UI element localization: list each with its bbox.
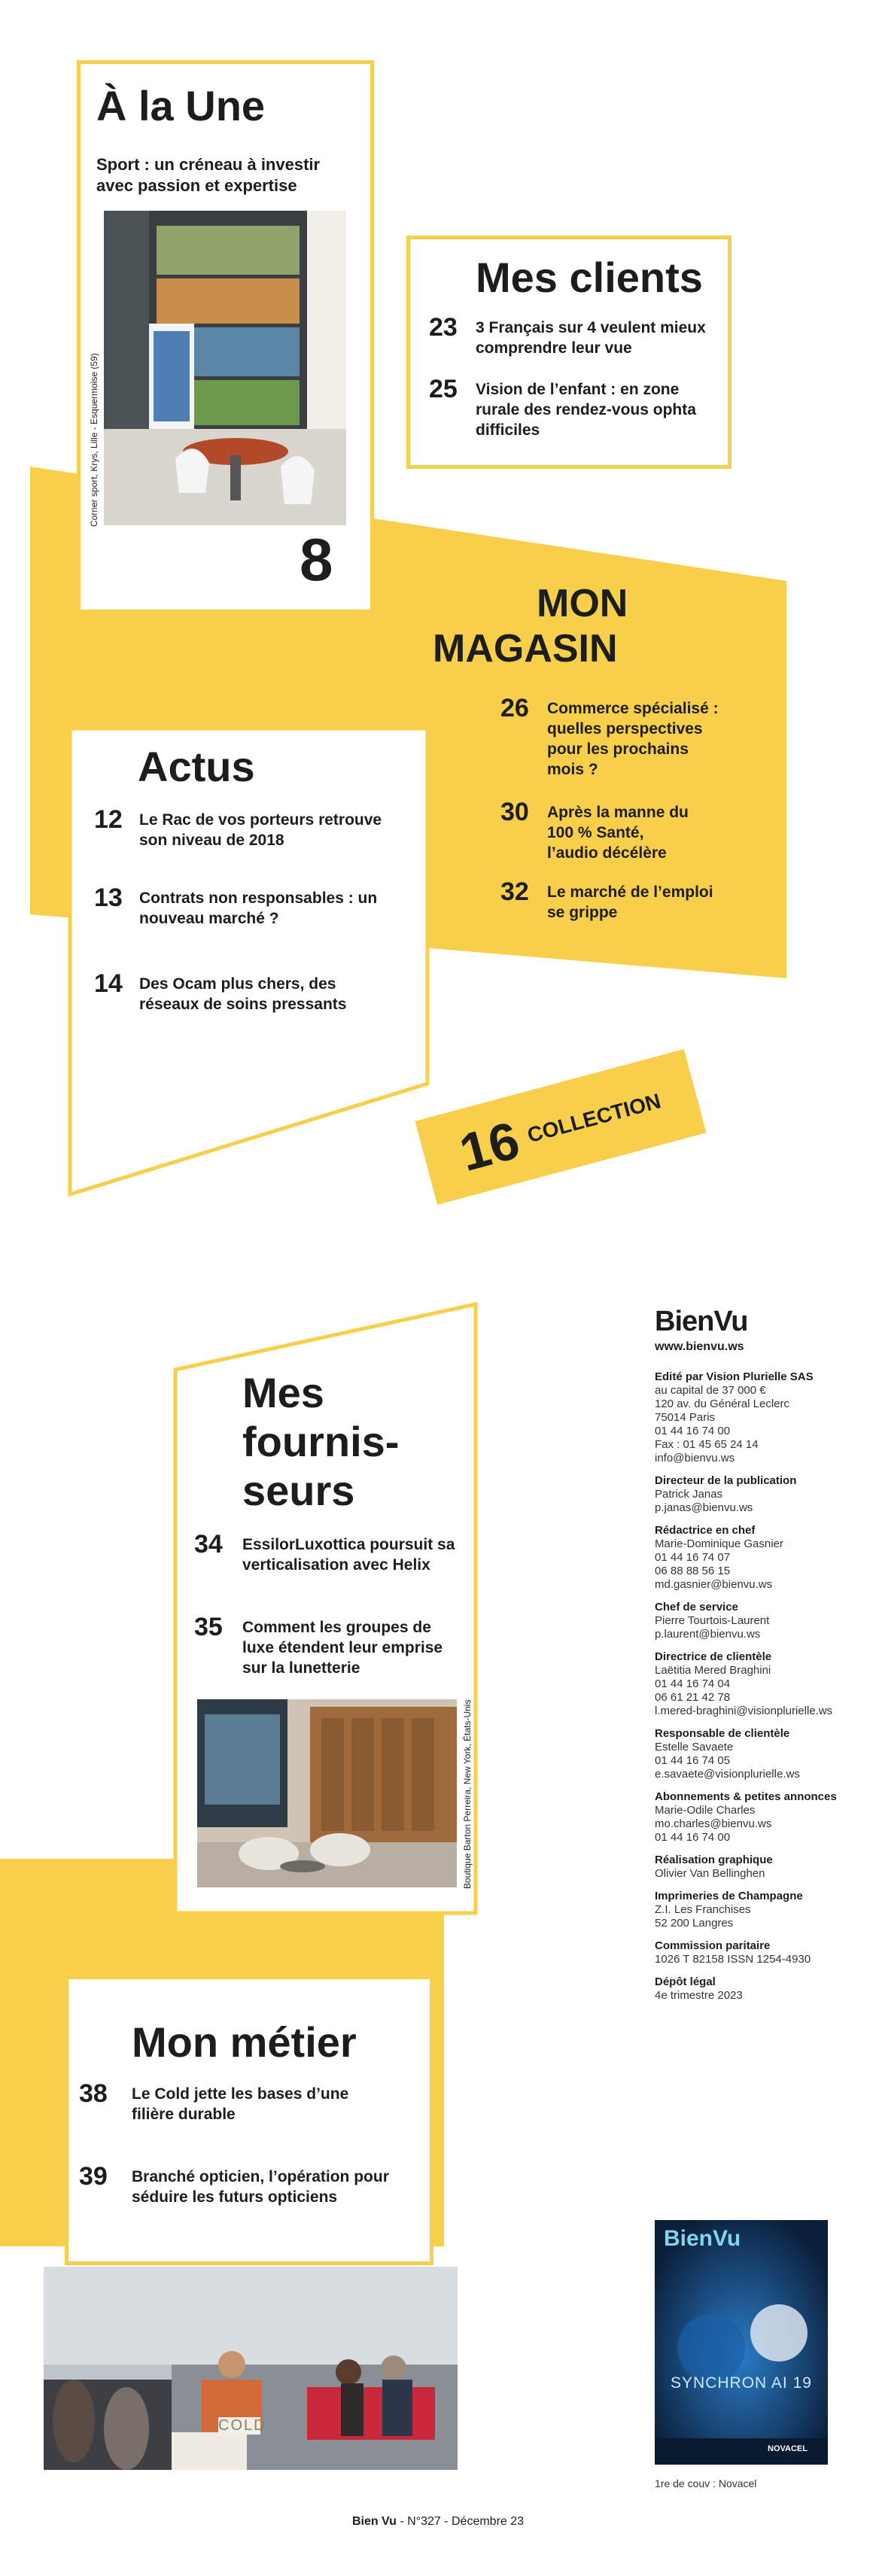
metier-title: Mon métier — [132, 2018, 357, 2066]
page-number: 30 — [500, 798, 529, 826]
masthead-heading: Dépôt légal — [655, 1975, 716, 1988]
masthead-heading: Responsable de clientèle — [655, 1727, 790, 1740]
masthead-line: Marie-Odile Charles — [655, 1804, 756, 1817]
masthead-line: 75014 Paris — [655, 1411, 716, 1424]
page-number: 35 — [194, 1613, 223, 1641]
masthead-heading: Abonnements & petites annonces — [655, 1790, 837, 1803]
mes-clients-title: Mes clients — [476, 254, 703, 301]
cover-logo: BienVu — [664, 2226, 741, 2251]
page-number: 13 — [94, 884, 123, 912]
masthead-line[interactable]: mo.charles@bienvu.ws — [655, 1817, 772, 1830]
article-title: Contrats non responsables : un nouveau marché ? — [139, 890, 378, 927]
fournisseurs-title-line1: Mes — [242, 1369, 324, 1416]
actus-item[interactable] — [94, 807, 403, 850]
page-number: 38 — [79, 2079, 108, 2108]
page-number: 14 — [94, 969, 123, 998]
boutique-photo-credit: Boutique Barton Perreira, New York, États-Unis — [462, 1699, 473, 1889]
masthead-heading: Rédactrice en chef — [655, 1524, 756, 1537]
masthead-line[interactable]: info@bienvu.ws — [655, 1452, 735, 1464]
masthead-line: 01 44 16 74 00 — [655, 1831, 731, 1844]
mon-magasin-title-line1: MON — [537, 582, 628, 625]
cover-brand: NOVACEL — [768, 2444, 808, 2453]
mon-magasin-title-line2: MAGASIN — [433, 627, 618, 671]
collection-label: COLLECTION — [525, 1088, 664, 1147]
website-link[interactable]: www.bienvu.ws — [655, 1340, 744, 1353]
masthead-line: 06 88 88 56 15 — [655, 1565, 731, 1577]
masthead-line[interactable]: e.savaete@visionplurielle.ws — [655, 1768, 800, 1781]
footer-issue: - N°327 - Décembre 23 — [396, 2515, 525, 2528]
masthead-block — [655, 1790, 858, 1845]
masthead-line: Olivier Van Bellinghen — [655, 1867, 765, 1880]
masthead-line: 01 44 16 74 04 — [655, 1677, 731, 1690]
page-number: 34 — [194, 1530, 223, 1559]
masthead-block — [655, 1890, 858, 1930]
article-title: Vision de l’enfant : en zone rurale des rendez-vous ophta difficiles — [476, 381, 696, 439]
cover-title: SYNCHRON AI 19 — [671, 2374, 812, 2392]
masthead-heading: Edité par Vision Plurielle SAS — [655, 1370, 814, 1383]
article-title: 3 Français sur 4 veulent mieux comprendre leur vue — [476, 319, 706, 357]
masthead-line: Patrick Janas — [655, 1488, 723, 1501]
masthead-line: 4e trimestre 2023 — [655, 1989, 743, 2002]
masthead-line: 01 44 16 74 07 — [655, 1551, 731, 1564]
masthead-line[interactable]: p.laurent@bienvu.ws — [655, 1628, 761, 1641]
a-la-une-title: À la Une — [96, 82, 266, 129]
metier-item[interactable] — [79, 2081, 425, 2124]
masthead-heading: Chef de service — [655, 1601, 738, 1613]
metier-item[interactable] — [79, 2164, 425, 2207]
a-la-une-page-number: 8 — [300, 526, 333, 593]
article-title: EssilorLuxottica poursuit sa verticalisation avec Helix — [242, 1536, 455, 1574]
masthead-block — [655, 1727, 858, 1781]
sport-photo-credit: Corner sport, Krys, Lille - Esquermoise (59) — [89, 353, 99, 527]
masthead-line: Marie-Dominique Gasnier — [655, 1537, 783, 1550]
page-number: 25 — [429, 375, 458, 403]
article-title: Le marché de l’emploi se grippe — [547, 884, 713, 921]
page-number: 26 — [500, 694, 529, 722]
sport-corner-photo — [104, 211, 346, 525]
page-number: 12 — [94, 805, 123, 834]
masthead-block — [655, 1474, 858, 1515]
article-title: Des Ocam plus chers, des réseaux de soins pressants — [139, 975, 347, 1013]
fournisseurs-item[interactable] — [194, 1614, 465, 1678]
article-title: Commerce spécialisé : quelles perspectives pour les prochains mois ? — [547, 700, 719, 778]
bienvu-logo: BienVu — [655, 1306, 748, 1337]
mon-magasin-item[interactable] — [500, 799, 756, 863]
actus-item[interactable] — [94, 971, 403, 1014]
mon-magasin-item[interactable] — [500, 695, 756, 780]
masthead-heading: Directrice de clientèle — [655, 1650, 772, 1663]
masthead-line: Estelle Savaete — [655, 1741, 734, 1753]
masthead-line: 01 44 16 74 05 — [655, 1754, 731, 1767]
masthead-line[interactable]: p.janas@bienvu.ws — [655, 1501, 753, 1514]
masthead-line: Pierre Tourtois-Laurent — [655, 1614, 770, 1627]
article-title: Après la manne du 100 % Santé, l’audio décélère — [547, 804, 689, 862]
masthead-line: Z.I. Les Franchises — [655, 1903, 751, 1916]
article-title: Comment les groupes de luxe étendent leur emprise sur la lunetterie — [242, 1619, 443, 1677]
masthead-line: 06 61 21 42 78 — [655, 1691, 731, 1704]
footer — [0, 2515, 876, 2529]
masthead-line: au capital de 37 000 € — [655, 1384, 766, 1397]
masthead-line: Fax : 01 45 65 24 14 — [655, 1438, 759, 1451]
article-title: Branché opticien, l’opération pour séduire les futurs opticiens — [132, 2168, 389, 2206]
masthead-heading: Imprimeries de Champagne — [655, 1890, 803, 1902]
masthead-block — [655, 1975, 858, 2003]
a-la-une-subtitle: Sport : un créneau à investir avec passion et expertise — [96, 155, 321, 195]
cover-caption: 1re de couv : Novacel — [655, 2477, 757, 2489]
mes-clients-item[interactable] — [429, 376, 715, 440]
masthead-block — [655, 1939, 858, 1966]
masthead-line: 1026 T 82158 ISSN 1254-4930 — [655, 1953, 811, 1966]
masthead-line: 01 44 16 74 00 — [655, 1425, 731, 1437]
mes-clients-item[interactable] — [429, 315, 715, 358]
page-number: 39 — [79, 2162, 108, 2191]
conference-photo — [44, 2267, 458, 2470]
masthead-line: Laëtitia Mered Braghini — [655, 1664, 771, 1677]
fournisseurs-item[interactable] — [194, 1531, 465, 1575]
masthead-line: 120 av. du Général Leclerc — [655, 1397, 789, 1410]
masthead-block — [655, 1524, 858, 1592]
fournisseurs-title-line2: fournis- — [242, 1418, 400, 1465]
article-title: Le Rac de vos porteurs retrouve son niveau de 2018 — [139, 811, 382, 849]
page-number: 23 — [429, 313, 458, 342]
collection-page-number: 16 — [453, 1110, 526, 1182]
masthead-block — [655, 1601, 858, 1641]
footer-magazine: Bien Vu — [351, 2515, 397, 2528]
actus-item[interactable] — [94, 885, 403, 929]
mon-magasin-item[interactable] — [500, 879, 756, 923]
actus-title: Actus — [138, 743, 255, 790]
masthead — [655, 1306, 858, 2003]
masthead-block — [655, 1854, 858, 1881]
masthead-heading: Commission paritaire — [655, 1939, 771, 1952]
masthead-heading: Réalisation graphique — [655, 1854, 773, 1866]
cover-thumbnail[interactable] — [655, 2220, 828, 2465]
cold-banner: COLD — [218, 2417, 266, 2434]
masthead-line[interactable]: l.mered-braghini@visionplurielle.ws — [655, 1705, 833, 1717]
masthead-heading: Directeur de la publication — [655, 1474, 797, 1487]
masthead-line[interactable]: md.gasnier@bienvu.ws — [655, 1578, 773, 1591]
boutique-photo — [197, 1699, 457, 1887]
page-number: 32 — [500, 877, 529, 906]
masthead-block — [655, 1650, 858, 1718]
fournisseurs-title-line3: seurs — [242, 1467, 355, 1514]
actus-box — [68, 726, 436, 1200]
article-title: Le Cold jette les bases d’une filière durable — [132, 2085, 349, 2123]
masthead-block — [655, 1370, 858, 1465]
masthead-line: 52 200 Langres — [655, 1917, 734, 1930]
